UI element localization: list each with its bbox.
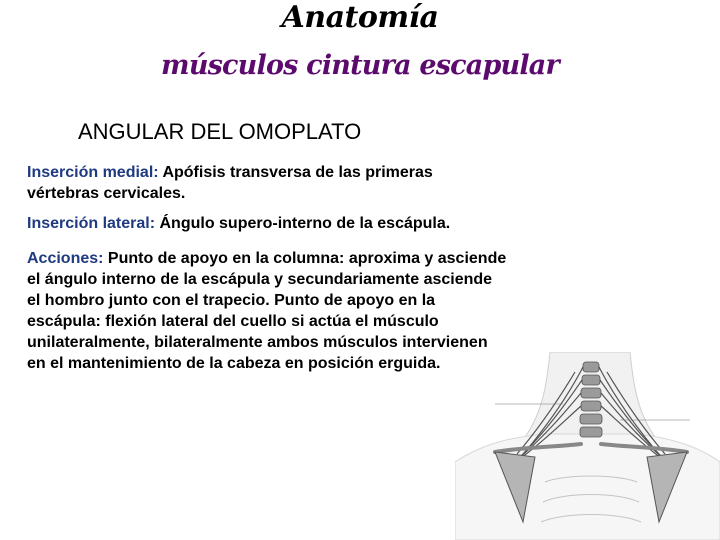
insercion-medial-label: Inserción medial: [27,164,159,181]
insercion-lateral-paragraph [27,213,507,234]
section-heading: ANGULAR DEL OMOPLATO [78,119,362,144]
slide-title: Anatomía [281,0,439,35]
levator-scapulae-illustration [455,352,720,540]
insercion-lateral-text: Ángulo supero-interno de la escápula. [155,215,451,232]
acciones-paragraph [27,248,507,374]
insercion-medial-text: Apófisis transversa de las primeras vértebras cervicales. [27,164,433,202]
insercion-medial-paragraph [27,162,507,204]
slide-subtitle: músculos cintura escapular [161,50,559,81]
acciones-label: Acciones: [27,250,104,267]
insercion-lateral-label: Inserción lateral: [27,215,156,232]
acciones-text: Punto de apoyo en la columna: aproxima y asciende el ángulo interno de la escápula y secundariamente asciende el hombro junto con el trapecio. Punto de apoyo en la escápula: flexión lateral del cuello si actúa el músculo unilateralmente, bilateralmente ambos músculos intervienen en el mantenimiento de la cabeza en posición erguida. [27,250,507,372]
